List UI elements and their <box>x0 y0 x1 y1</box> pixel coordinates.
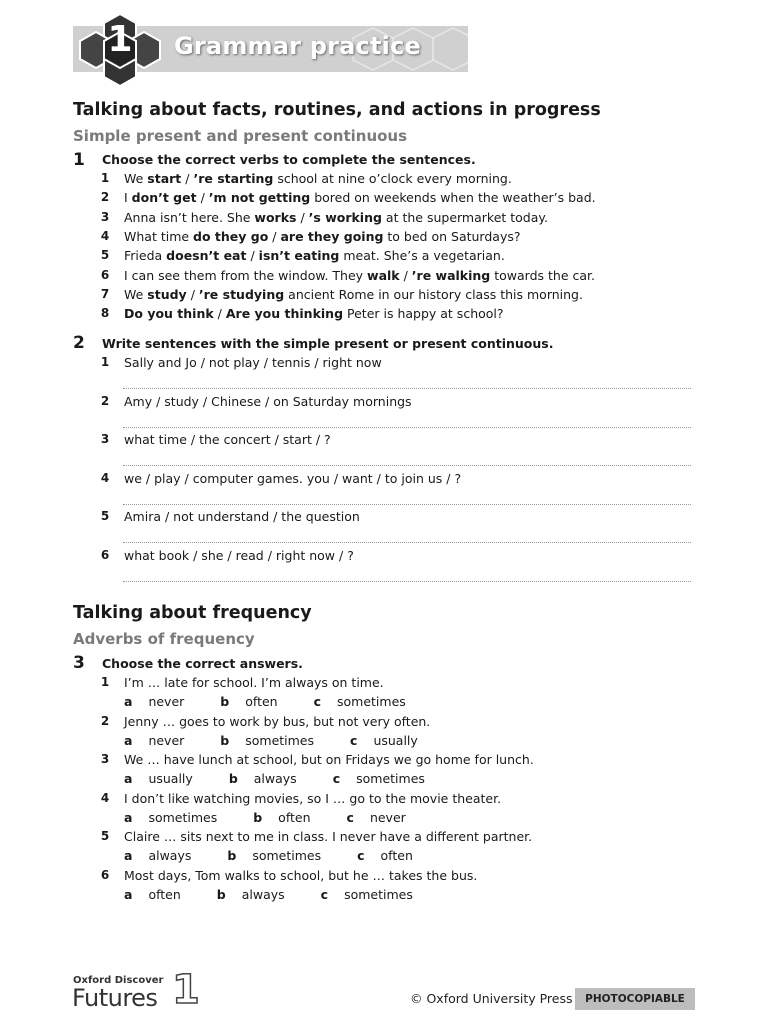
prompt-text: Sally and Jo / not play / tennis / right now <box>124 355 382 370</box>
option-text[interactable]: sometimes <box>148 809 218 825</box>
question-text: I’m … late for school. I’m always on time. <box>124 675 384 690</box>
prompt-text: Amira / not understand / the question <box>124 509 360 525</box>
option-text[interactable]: sometimes <box>344 887 413 902</box>
sentence-text <box>124 171 512 186</box>
unit-number: 1 <box>107 19 133 60</box>
verb-choice[interactable]: are they going <box>280 228 384 244</box>
item-number: 1 <box>100 355 110 369</box>
option-letter[interactable]: b <box>216 887 226 902</box>
exercise-instruction: Choose the correct verbs to complete the sentences. <box>102 152 476 167</box>
answer-options <box>124 694 442 709</box>
verb-choice[interactable]: ’re walking <box>411 267 491 283</box>
prompt-text: what time / the concert / start / ? <box>124 432 331 448</box>
footer-brand-top: Oxford Discover <box>73 975 164 986</box>
sentence-part: at the supermarket today. <box>381 209 548 225</box>
exercise-number: 2 <box>73 333 85 353</box>
verb-choice[interactable]: ’re starting <box>193 171 274 186</box>
verb-choice[interactable]: Do you think <box>124 306 214 322</box>
verb-choice[interactable]: isn’t eating <box>258 248 340 264</box>
answer-line[interactable] <box>123 542 691 543</box>
footer-brand-main: Futures <box>72 984 158 1012</box>
sentence-part: ancient Rome in our history class this morning. <box>284 286 583 302</box>
option-letter[interactable]: a <box>124 848 133 864</box>
option-text[interactable]: often <box>245 694 278 709</box>
sentence-part: / <box>268 228 281 244</box>
sentence-part: / <box>399 267 412 283</box>
exercise-instruction: Choose the correct answers. <box>102 656 303 671</box>
answer-line[interactable] <box>123 427 691 428</box>
sentence-part: / <box>296 209 309 225</box>
option-text[interactable]: always <box>241 887 285 902</box>
item-number: 8 <box>100 306 110 321</box>
answer-options <box>124 733 454 748</box>
answer-line[interactable] <box>123 465 691 466</box>
option-letter[interactable]: c <box>320 887 329 902</box>
item-number: 3 <box>100 209 110 224</box>
item-number: 5 <box>100 829 110 844</box>
sentence-text <box>124 229 521 244</box>
sentence-part: I <box>124 190 132 206</box>
option-letter[interactable]: b <box>220 694 230 709</box>
sentence-text <box>124 210 548 225</box>
option-letter[interactable]: c <box>350 732 358 748</box>
option-letter[interactable]: c <box>346 809 354 825</box>
page-title: Grammar practice <box>174 32 421 60</box>
item-number: 6 <box>100 267 110 282</box>
verb-choice[interactable]: Are you thinking <box>225 306 344 322</box>
section-title-facts: Talking about facts, routines, and actions in progress <box>73 100 601 120</box>
option-text[interactable]: sometimes <box>252 848 322 864</box>
option-letter[interactable]: b <box>228 771 238 787</box>
option-letter[interactable]: a <box>124 887 133 902</box>
option-letter[interactable]: b <box>220 732 230 748</box>
option-text[interactable]: usually <box>148 771 193 787</box>
answer-line[interactable] <box>123 504 691 505</box>
sentence-part: Anna isn’t here. She <box>124 209 255 225</box>
verb-choice[interactable]: do they go <box>193 228 269 244</box>
option-text[interactable]: often <box>148 887 181 902</box>
item-number: 3 <box>100 432 110 447</box>
sentence-part: / <box>196 190 209 206</box>
sentence-part: I can see them from the window. They <box>124 267 368 283</box>
sentence-part: Peter is happy at school? <box>343 306 504 322</box>
answer-line[interactable] <box>123 388 691 389</box>
copyright-text: © Oxford University Press <box>410 991 573 1006</box>
option-text[interactable]: never <box>148 732 185 748</box>
sentence-text <box>124 287 583 302</box>
sentence-part: bored on weekends when the weather’s bad. <box>310 190 596 206</box>
verb-choice[interactable]: ’s working <box>308 209 382 225</box>
question-text: I don’t like watching movies, so I … go to the movie theater. <box>124 790 502 806</box>
question-text: Claire … sits next to me in class. I never have a different partner. <box>124 829 533 845</box>
option-text[interactable]: sometimes <box>245 732 315 748</box>
item-number: 1 <box>100 675 110 689</box>
sentence-part: We <box>124 171 148 186</box>
sentence-part: / <box>186 286 199 302</box>
answer-options <box>124 810 442 825</box>
item-number: 1 <box>100 171 110 185</box>
photocopiable-badge: PHOTOCOPIABLE <box>575 988 695 1010</box>
option-letter[interactable]: c <box>313 694 321 709</box>
option-text[interactable]: always <box>148 848 192 864</box>
option-text[interactable]: always <box>253 771 297 787</box>
item-number: 5 <box>100 509 110 524</box>
sentence-text <box>124 190 596 205</box>
option-text[interactable]: sometimes <box>356 771 425 787</box>
answer-options <box>124 771 461 786</box>
verb-choice[interactable]: ’m not getting <box>208 190 311 206</box>
exercise-number: 3 <box>73 653 85 673</box>
item-number: 2 <box>100 393 110 408</box>
verb-choice[interactable]: works <box>254 209 297 225</box>
option-letter[interactable]: a <box>124 809 133 825</box>
option-text[interactable]: usually <box>373 732 418 748</box>
sentence-part: Frieda <box>124 248 167 264</box>
prompt-text: what book / she / read / right now / ? <box>124 548 354 563</box>
option-letter[interactable]: b <box>253 809 263 825</box>
option-letter[interactable]: a <box>124 732 133 748</box>
option-letter[interactable]: c <box>357 848 365 864</box>
verb-choice[interactable]: don’t get <box>131 190 197 206</box>
sentence-text <box>124 268 595 283</box>
item-number: 4 <box>100 790 110 805</box>
answer-options <box>124 887 449 902</box>
option-text[interactable]: never <box>148 694 185 709</box>
option-text[interactable]: often <box>278 809 311 825</box>
prompt-text: Amy / study / Chinese / on Saturday mornings <box>124 393 412 409</box>
option-letter[interactable]: b <box>227 848 237 864</box>
exercise-number: 1 <box>73 150 85 170</box>
item-number: 6 <box>100 868 110 882</box>
sentence-text <box>124 248 505 263</box>
question-text: Jenny … goes to work by bus, but not very often. <box>124 713 431 729</box>
verb-choice[interactable]: study <box>147 286 187 302</box>
answer-options <box>124 848 449 863</box>
section-subtitle-adverbs: Adverbs of frequency <box>73 630 255 648</box>
option-letter[interactable]: a <box>124 771 133 787</box>
question-text: We … have lunch at school, but on Fridays we go home for lunch. <box>124 752 534 768</box>
answer-line[interactable] <box>123 581 691 582</box>
option-text[interactable]: never <box>369 809 406 825</box>
option-letter[interactable]: c <box>332 771 341 787</box>
sentence-part: What time <box>124 228 194 244</box>
verb-choice[interactable]: start <box>147 171 182 186</box>
item-number: 5 <box>100 248 110 263</box>
sentence-part: / <box>181 171 194 186</box>
item-number: 4 <box>100 470 110 485</box>
sentence-part: We <box>124 286 148 302</box>
verb-choice[interactable]: doesn’t eat <box>166 248 247 264</box>
verb-choice[interactable]: walk <box>367 267 400 283</box>
option-text[interactable]: sometimes <box>337 694 406 709</box>
verb-choice[interactable]: ’re studying <box>198 286 285 302</box>
sentence-part: towards the car. <box>490 267 595 283</box>
sentence-part: meat. She’s a vegetarian. <box>339 248 505 264</box>
prompt-text: we / play / computer games. you / want / to join us / ? <box>124 470 462 486</box>
sentence-text <box>124 306 504 321</box>
question-text: Most days, Tom walks to school, but he … takes the bus. <box>124 868 478 883</box>
option-letter[interactable]: a <box>124 694 133 709</box>
sentence-part: to bed on Saturdays? <box>383 228 521 244</box>
option-text[interactable]: often <box>380 848 413 864</box>
item-number: 3 <box>100 752 110 767</box>
section-title-frequency: Talking about frequency <box>73 603 312 623</box>
sentence-part: / <box>246 248 259 264</box>
item-number: 2 <box>100 713 110 728</box>
footer-brand-level: 1 <box>172 967 200 1013</box>
item-number: 6 <box>100 548 110 562</box>
item-number: 4 <box>100 228 110 243</box>
section-subtitle-present: Simple present and present continuous <box>73 127 408 145</box>
sentence-part: school at nine o’clock every morning. <box>273 171 512 186</box>
exercise-instruction: Write sentences with the simple present or present continuous. <box>102 336 554 351</box>
item-number: 7 <box>100 286 110 301</box>
sentence-part: / <box>213 306 226 322</box>
item-number: 2 <box>100 190 110 205</box>
